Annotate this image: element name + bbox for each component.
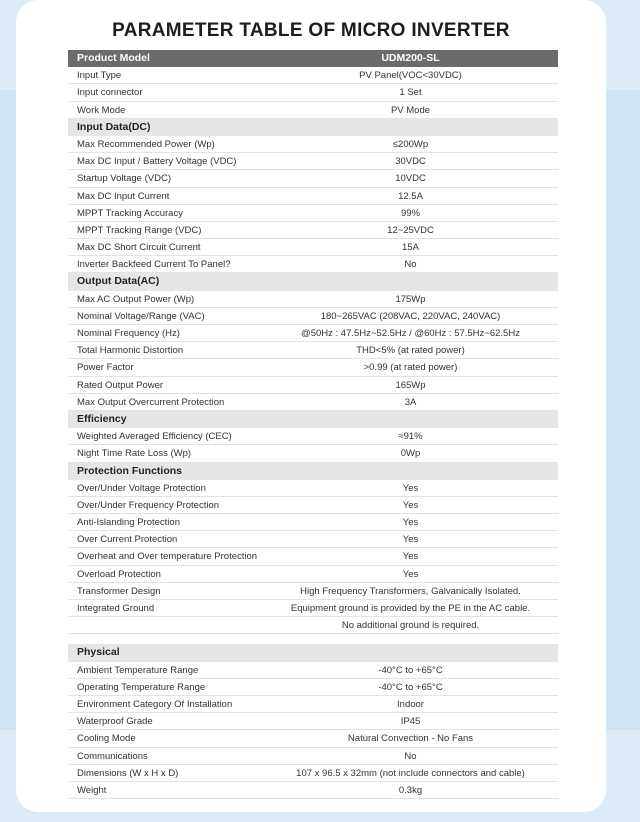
param-name: Operating Temperature Range <box>77 681 206 693</box>
param-value: IP45 <box>400 716 421 728</box>
param-value: 10VDC <box>395 173 426 185</box>
param-name: Anti-Islanding Protection <box>77 517 180 529</box>
table-row <box>68 394 558 411</box>
table-row <box>68 222 558 239</box>
table-row <box>68 205 558 222</box>
param-name: Max DC Short Circuit Current <box>77 242 201 254</box>
param-value: 0Wp <box>400 448 421 460</box>
section-title: Physical <box>77 646 120 659</box>
section-header <box>68 273 558 290</box>
param-value: 180~265VAC (208VAC, 220VAC, 240VAC) <box>320 310 501 322</box>
param-value: No additional ground is required. <box>341 620 480 632</box>
table-row <box>68 153 558 170</box>
table-row <box>68 497 558 514</box>
param-value: Indoor <box>397 698 424 710</box>
param-value: THD<5% (at rated power) <box>356 345 465 357</box>
param-name: Total Harmonic Distortion <box>77 345 184 357</box>
table-row <box>68 67 558 84</box>
param-name: Max Recommended Power (Wp) <box>77 138 215 150</box>
table-row <box>68 136 558 153</box>
param-name: Over/Under Voltage Protection <box>77 482 206 494</box>
param-name: Input connector <box>77 87 143 99</box>
param-name: Inverter Backfeed Current To Panel? <box>77 259 231 271</box>
param-value: High Frequency Transformers, Galvanically Isolated. <box>300 585 521 597</box>
table-row <box>68 445 558 462</box>
table-row <box>68 239 558 256</box>
table-row <box>68 291 558 308</box>
param-name: Nominal Frequency (Hz) <box>77 328 180 339</box>
param-name: Weighted Averaged Efficiency (CEC) <box>77 431 232 443</box>
section-title: Protection Functions <box>77 464 182 477</box>
param-name: Communications <box>77 750 148 762</box>
param-name: Work Mode <box>77 104 126 116</box>
table-row <box>68 84 558 101</box>
section-header <box>68 119 558 136</box>
param-value: 12~25VDC <box>387 224 434 236</box>
param-name: Overheat and Over temperature Protection <box>77 551 258 563</box>
param-value: -40°C to +65°C <box>378 664 443 676</box>
param-name: Nominal Voltage/Range (VAC) <box>77 310 205 322</box>
param-value: 12.5A <box>398 190 423 202</box>
param-value: Yes <box>402 568 419 580</box>
param-name: Max AC Output Power (Wp) <box>77 293 195 305</box>
param-name: Cooling Mode <box>77 733 136 745</box>
table-row <box>68 377 558 394</box>
param-value: PV Mode <box>390 104 431 116</box>
param-value: Yes <box>402 551 419 563</box>
param-name: Night Time Rate Loss (Wp) <box>77 448 192 460</box>
section-title: Input Data(DC) <box>77 120 151 133</box>
section-title: Efficiency <box>77 412 127 425</box>
table-row <box>68 359 558 376</box>
param-name: Max DC Input / Battery Voltage (VDC) <box>77 156 237 168</box>
param-name: Startup Voltage (VDC) <box>77 173 171 185</box>
table-row <box>68 730 558 747</box>
param-name: Waterproof Grade <box>77 716 153 728</box>
section-header <box>68 644 558 661</box>
table-row <box>68 514 558 531</box>
table-row <box>68 713 558 730</box>
param-value: 0.3kg <box>398 784 423 796</box>
page-title: PARAMETER TABLE OF MICRO INVERTER <box>112 20 510 41</box>
table-row <box>68 782 558 799</box>
param-value: No <box>404 750 417 762</box>
table-row <box>68 617 558 634</box>
param-value: 30VDC <box>395 156 426 168</box>
param-name: Ambient Temperature Range <box>77 664 199 676</box>
param-value: Natural Convection - No Fans <box>347 733 474 745</box>
param-name: Transformer Design <box>77 585 161 597</box>
param-value: 175Wp <box>395 293 426 305</box>
table-row <box>68 256 558 273</box>
param-value: 99% <box>400 207 420 219</box>
spacer-row <box>68 634 558 644</box>
param-name: Environment Category Of Installation <box>77 698 233 710</box>
param-name: Dimensions (W x H x D) <box>77 767 179 779</box>
table-row <box>68 188 558 205</box>
param-name: Max DC Input Current <box>77 190 170 202</box>
table-row <box>68 765 558 782</box>
table-row <box>68 583 558 600</box>
param-value: 15A <box>402 242 419 254</box>
param-value: No <box>404 259 417 271</box>
param-value: Yes <box>402 499 419 511</box>
table-row <box>68 480 558 497</box>
param-value: 1 Set <box>399 87 422 99</box>
param-value: Equipment ground is provided by the PE in the AC cable. <box>290 603 531 614</box>
param-name: Max Output Overcurrent Protection <box>77 396 225 408</box>
param-name: MPPT Tracking Accuracy <box>77 207 183 219</box>
param-name: Power Factor <box>77 362 134 374</box>
param-value: Yes <box>402 534 419 546</box>
table-row <box>68 662 558 679</box>
table-row <box>68 308 558 325</box>
table-row <box>68 696 558 713</box>
param-value: PV Panel(VOC<30VDC) <box>359 70 462 82</box>
param-name: Over Current Protection <box>77 534 178 546</box>
table-row <box>68 170 558 187</box>
param-value: @50Hz : 47.5Hz~52.5Hz / @60Hz : 57.5Hz~62.5Hz <box>301 328 520 339</box>
header-value: UDM200-SL <box>381 52 440 64</box>
param-name: Integrated Ground <box>77 603 155 614</box>
param-name: Weight <box>77 784 107 796</box>
header-key: Product Model <box>77 52 150 64</box>
table-row <box>68 428 558 445</box>
table-row <box>68 748 558 765</box>
table-header-row <box>68 50 558 67</box>
table-row <box>68 102 558 119</box>
param-name: Rated Output Power <box>77 379 164 391</box>
param-name: Input Type <box>77 70 122 82</box>
param-value: Yes <box>402 517 419 529</box>
table-row <box>68 548 558 565</box>
table-row <box>68 342 558 359</box>
param-name: MPPT Tracking Range (VDC) <box>77 224 202 236</box>
table-row <box>68 531 558 548</box>
section-title: Output Data(AC) <box>77 275 160 288</box>
param-name <box>68 617 263 633</box>
table-row <box>68 566 558 583</box>
param-name: Overload Protection <box>77 568 161 580</box>
param-name: Over/Under Frequency Protection <box>77 499 220 511</box>
spec-table <box>68 50 558 799</box>
param-value: 107 x 96.5 x 32mm (not include connectors and cable) <box>296 767 525 779</box>
param-value: Yes <box>402 482 419 494</box>
param-value: >0.99 (at rated power) <box>363 362 458 374</box>
param-value: 3A <box>404 396 417 408</box>
table-row <box>68 679 558 696</box>
param-value: ≈91% <box>398 431 423 443</box>
table-row <box>68 600 558 617</box>
table-row <box>68 325 558 342</box>
param-value: ≤200Wp <box>392 138 429 150</box>
param-value: -40°C to +65°C <box>378 681 443 693</box>
section-header <box>68 463 558 480</box>
section-header <box>68 411 558 428</box>
param-value: 165Wp <box>395 379 426 391</box>
